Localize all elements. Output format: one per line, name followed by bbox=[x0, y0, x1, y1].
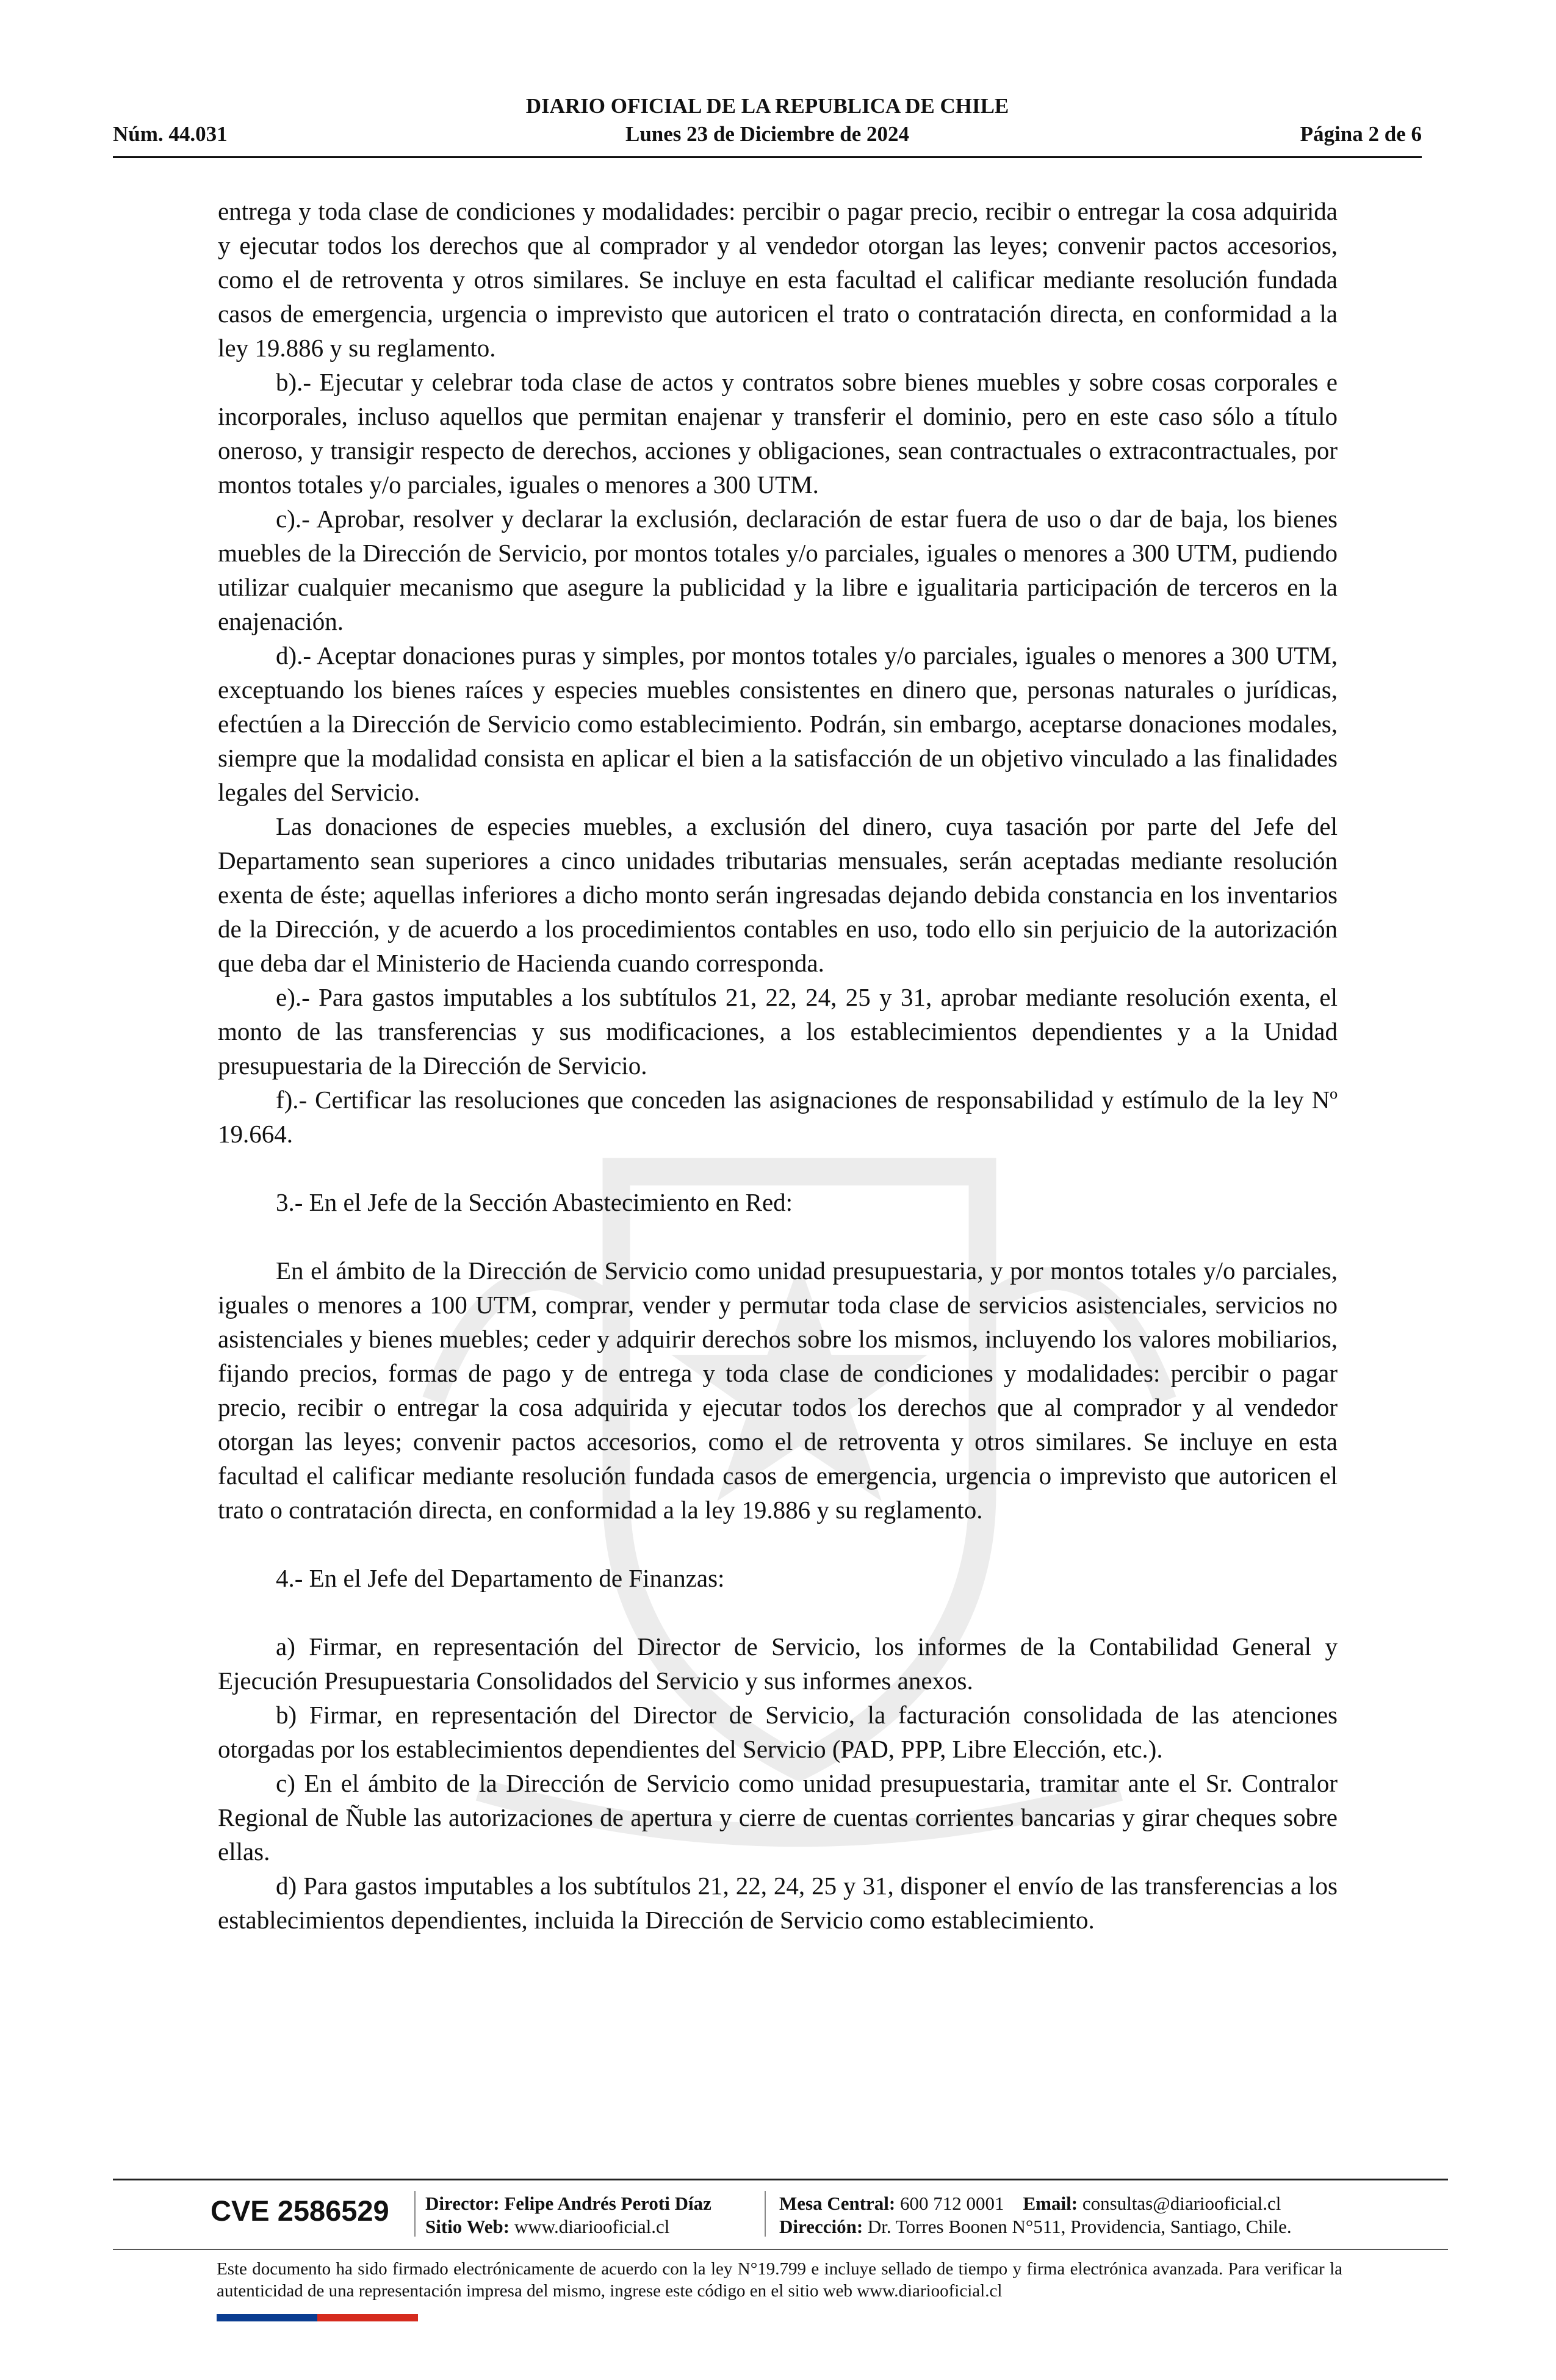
phone-number: 600 712 0001 bbox=[900, 2193, 1004, 2214]
paragraph: f).- Certificar las resoluciones que conceden las asignaciones de responsabilidad y estímulo de la ley Nº 19.664. bbox=[218, 1086, 1338, 1148]
document-body bbox=[218, 194, 1338, 1937]
paragraph: e).- Para gastos imputables a los subtítulos 21, 22, 24, 25 y 31, aprobar mediante resolución exenta, el monto de las transferencias y sus modificaciones, a los establecimientos dependientes y a la Unidad presupuestaria de la Dirección de Servicio. bbox=[218, 983, 1338, 1080]
cve-code: CVE 2586529 bbox=[211, 2194, 389, 2227]
page-number: Página 2 de 6 bbox=[1300, 122, 1422, 146]
section-heading: 3.- En el Jefe de la Sección Abastecimiento en Red: bbox=[276, 1188, 793, 1216]
address: Dr. Torres Boonen N°511, Providencia, Santiago, Chile. bbox=[867, 2216, 1292, 2237]
section-heading: 4.- En el Jefe del Departamento de Finanzas: bbox=[276, 1564, 725, 1592]
newspaper-title: DIARIO OFICIAL DE LA REPUBLICA DE CHILE bbox=[525, 94, 1009, 118]
paragraph: entrega y toda clase de condiciones y modalidades: percibir o pagar precio, recibir o entregar la cosa adquirida y ejecutar todos los derechos que al comprador y al vendedor otorgan las leyes; convenir pactos accesorios, como el de retroventa y otros similares. Se incluye en esta facultad el calificar mediante resolución fundada casos de emergencia, urgencia o imprevisto que autoricen el trato o contratación directa, en conformidad a la ley 19.886 y su reglamento. bbox=[218, 197, 1338, 362]
paragraph: d).- Aceptar donaciones puras y simples, por montos totales y/o parciales, iguales o menores a 300 UTM, exceptuando los bienes raíces y especies muebles consistentes en dinero que, personas naturales o jurídicas, efectúen a la Dirección de Servicio como establecimiento. Podrán, sin embargo, aceptarse donaciones modales, siempre que la modalidad consista en aplicar el bien a la satisfacción de un objetivo vinculado a las finalidades legales del Servicio. bbox=[218, 641, 1338, 806]
flag-stripe-blue bbox=[217, 2314, 317, 2321]
footer-divider bbox=[414, 2191, 416, 2237]
page-header bbox=[113, 92, 1422, 160]
issue-date: Lunes 23 de Diciembre de 2024 bbox=[625, 122, 910, 146]
address-label: Dirección: bbox=[779, 2216, 863, 2237]
footer-divider bbox=[765, 2191, 766, 2237]
paragraph: b).- Ejecutar y celebrar toda clase de actos y contratos sobre bienes muebles y sobre cosas corporales e incorporales, incluso aquellos que permitan enajenar y transferir el dominio, pero en este caso sólo a título oneroso, y transigir respecto de derechos, acciones y obligaciones, sean contractuales o extracontractuales, por montos totales y/o parciales, iguales o menores a 300 UTM. bbox=[218, 368, 1338, 499]
website-label: Sitio Web: bbox=[425, 2216, 510, 2237]
paragraph: a) Firmar, en representación del Director de Servicio, los informes de la Contabilidad General y Ejecución Presupuestaria Consolidados del Servicio y sus informes anexos. bbox=[218, 1632, 1338, 1695]
header-rule bbox=[113, 156, 1422, 158]
email-label: Email: bbox=[1023, 2193, 1078, 2214]
footer-rule bbox=[113, 2249, 1448, 2250]
phone-label: Mesa Central: bbox=[779, 2193, 896, 2214]
paragraph: d) Para gastos imputables a los subtítulos 21, 22, 24, 25 y 31, disponer el envío de las transferencias a los establecimientos dependientes, incluida la Dirección de Servicio como establecimiento. bbox=[218, 1872, 1338, 1934]
director-name: Felipe Andrés Peroti Díaz bbox=[504, 2193, 711, 2214]
paragraph: En el ámbito de la Dirección de Servicio como unidad presupuestaria, y por montos totales y/o parciales, iguales o menores a 100 UTM, comprar, vender y permutar toda clase de servicios asistenciales, servicios no asistenciales y bienes muebles; ceder y adquirir derechos sobre los mismos, incluyendo los valores mobiliarios, fijando precios, formas de pago y de entrega y toda clase de condiciones y modalidades: percibir o pagar precio, recibir o entregar la cosa adquirida y ejecutar todos los derechos que al comprador y al vendedor otorgan las leyes; convenir pactos accesorios, como el de retroventa y otros similares. Se incluye en esta facultad el calificar mediante resolución fundada casos de emergencia, urgencia o imprevisto que autoricen el trato o contratación directa, en conformidad a la ley 19.886 y su reglamento. bbox=[218, 1257, 1338, 1524]
website-link[interactable]: www.diariooficial.cl bbox=[514, 2216, 670, 2237]
email-link[interactable]: consultas@diariooficial.cl bbox=[1082, 2193, 1281, 2214]
page-footer bbox=[113, 2179, 1448, 2325]
legal-notice: Este documento ha sido firmado electrónicamente de acuerdo con la ley N°19.799 e incluye sellado de tiempo y firma electrónica avanzada. Para verificar la autenticidad de una representación impresa del mismo, ingrese este código en el sitio web www.diariooficial.cl bbox=[217, 2259, 1342, 2301]
footer-rule bbox=[113, 2179, 1448, 2180]
paragraph: c) En el ámbito de la Dirección de Servicio como unidad presupuestaria, tramitar ante el Sr. Contralor Regional de Ñuble las autorizaciones de apertura y cierre de cuentas corrientes bancarias y girar cheques sobre ellas. bbox=[218, 1769, 1338, 1866]
issue-number: Núm. 44.031 bbox=[113, 122, 228, 146]
footer-director-info bbox=[425, 2192, 711, 2238]
paragraph: b) Firmar, en representación del Director de Servicio, la facturación consolidada de las atenciones otorgadas por los establecimientos dependientes del Servicio (PAD, PPP, Libre Elección, etc.). bbox=[218, 1701, 1338, 1763]
footer-contact-info bbox=[779, 2192, 1292, 2238]
director-label: Director: bbox=[425, 2193, 500, 2214]
paragraph: Las donaciones de especies muebles, a exclusión del dinero, cuya tasación por parte del Jefe del Departamento sean superiores a cinco unidades tributarias mensuales, serán aceptadas mediante resolución exenta de éste; aquellas inferiores a dicho monto serán ingresadas dejando debida constancia en los inventarios de la Dirección, y de acuerdo a los procedimientos contables en uso, todo ello sin perjuicio de la autorización que deba dar el Ministerio de Hacienda cuando corresponda. bbox=[218, 812, 1338, 977]
paragraph: c).- Aprobar, resolver y declarar la exclusión, declaración de estar fuera de uso o dar de baja, los bienes muebles de la Dirección de Servicio, por montos totales y/o parciales, iguales o menores a 300 UTM, pudiendo utilizar cualquier mecanismo que asegure la publicidad y la libre e igualitaria participación de terceros en la enajenación. bbox=[218, 505, 1338, 635]
flag-stripe-red bbox=[317, 2314, 418, 2321]
